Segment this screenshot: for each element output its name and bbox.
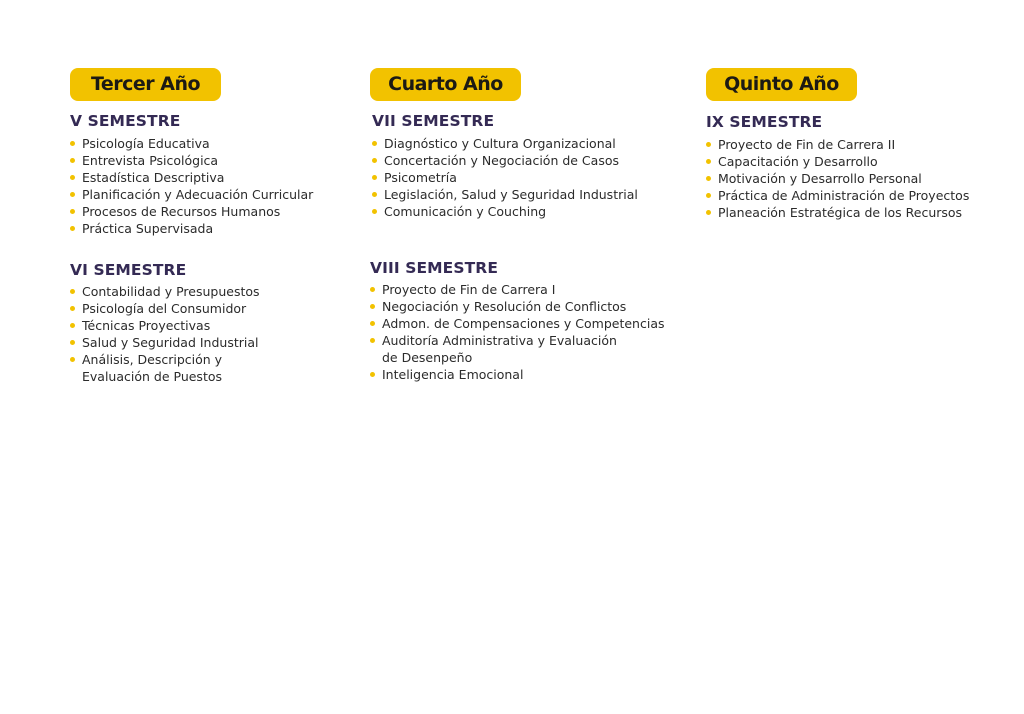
bullet-icon	[70, 226, 75, 231]
list-item: Psicología del Consumidor	[70, 300, 360, 317]
list-item: Motivación y Desarrollo Personal	[706, 170, 1006, 187]
bullet-icon	[372, 192, 377, 197]
semester-block-viii	[370, 258, 690, 383]
semester-title: IX SEMESTRE	[706, 113, 823, 131]
year-badge: Quinto Año	[706, 68, 857, 101]
bullet-icon	[370, 338, 375, 343]
semester-title: VII SEMESTRE	[372, 112, 495, 130]
list-item: Proyecto de Fin de Carrera I	[370, 281, 690, 298]
bullet-icon	[706, 210, 711, 215]
list-item: Planeación Estratégica de los Recursos	[706, 204, 1006, 221]
list-item: Práctica Supervisada	[70, 220, 360, 237]
list-item: Práctica de Administración de Proyectos	[706, 187, 1006, 204]
year-column-cuarto	[370, 68, 690, 101]
course-list	[372, 135, 682, 220]
bullet-icon	[372, 158, 377, 163]
course-list	[706, 136, 1006, 221]
course-list	[70, 283, 360, 385]
list-item: Salud y Seguridad Industrial	[70, 334, 360, 351]
list-item: Estadística Descriptiva	[70, 169, 360, 186]
year-badge: Cuarto Año	[370, 68, 521, 101]
semester-title: V SEMESTRE	[70, 112, 181, 130]
course-list	[70, 135, 360, 237]
bullet-icon	[370, 321, 375, 326]
bullet-icon	[706, 176, 711, 181]
bullet-icon	[372, 209, 377, 214]
bullet-icon	[70, 340, 75, 345]
list-item: Comunicación y Couching	[372, 203, 682, 220]
semester-block-vii	[372, 111, 682, 220]
semester-block-v	[70, 111, 360, 237]
list-item: Diagnóstico y Cultura Organizacional	[372, 135, 682, 152]
list-item-continuation: de Desenpeño	[382, 350, 473, 365]
list-item: Psicometría	[372, 169, 682, 186]
bullet-icon	[370, 372, 375, 377]
list-item: Planificación y Adecuación Curricular	[70, 186, 360, 203]
course-list	[370, 281, 690, 383]
list-item: Legislación, Salud y Seguridad Industrial	[372, 186, 682, 203]
semester-block-vi	[70, 260, 360, 385]
list-item-continuation: Evaluación de Puestos	[82, 369, 223, 384]
year-column-tercer	[70, 68, 360, 101]
bullet-icon	[70, 289, 75, 294]
list-item: Concertación y Negociación de Casos	[372, 152, 682, 169]
bullet-icon	[70, 141, 75, 146]
bullet-icon	[70, 323, 75, 328]
list-item: Procesos de Recursos Humanos	[70, 203, 360, 220]
semester-title: VI SEMESTRE	[70, 261, 187, 279]
list-item: Análisis, Descripción y	[70, 351, 360, 368]
bullet-icon	[706, 193, 711, 198]
bullet-icon	[370, 287, 375, 292]
list-item: Admon. de Compensaciones y Competencias	[370, 315, 690, 332]
year-badge: Tercer Año	[70, 68, 221, 101]
list-item: Psicología Educativa	[70, 135, 360, 152]
bullet-icon	[70, 175, 75, 180]
list-item: Capacitación y Desarrollo	[706, 153, 1006, 170]
bullet-icon	[70, 158, 75, 163]
bullet-icon	[370, 304, 375, 309]
list-item: Proyecto de Fin de Carrera II	[706, 136, 1006, 153]
bullet-icon	[70, 209, 75, 214]
bullet-icon	[70, 306, 75, 311]
bullet-icon	[706, 142, 711, 147]
list-item: Auditoría Administrativa y Evaluación	[370, 332, 690, 349]
list-item: Negociación y Resolución de Conflictos	[370, 298, 690, 315]
bullet-icon	[372, 141, 377, 146]
bullet-icon	[372, 175, 377, 180]
semester-block-ix	[706, 112, 1006, 221]
semester-title: VIII SEMESTRE	[370, 259, 499, 277]
list-item: Inteligencia Emocional	[370, 366, 690, 383]
bullet-icon	[70, 357, 75, 362]
list-item: Entrevista Psicológica	[70, 152, 360, 169]
list-item: Técnicas Proyectivas	[70, 317, 360, 334]
list-item: Contabilidad y Presupuestos	[70, 283, 360, 300]
bullet-icon	[706, 159, 711, 164]
year-column-quinto	[706, 68, 1006, 101]
bullet-icon	[70, 192, 75, 197]
